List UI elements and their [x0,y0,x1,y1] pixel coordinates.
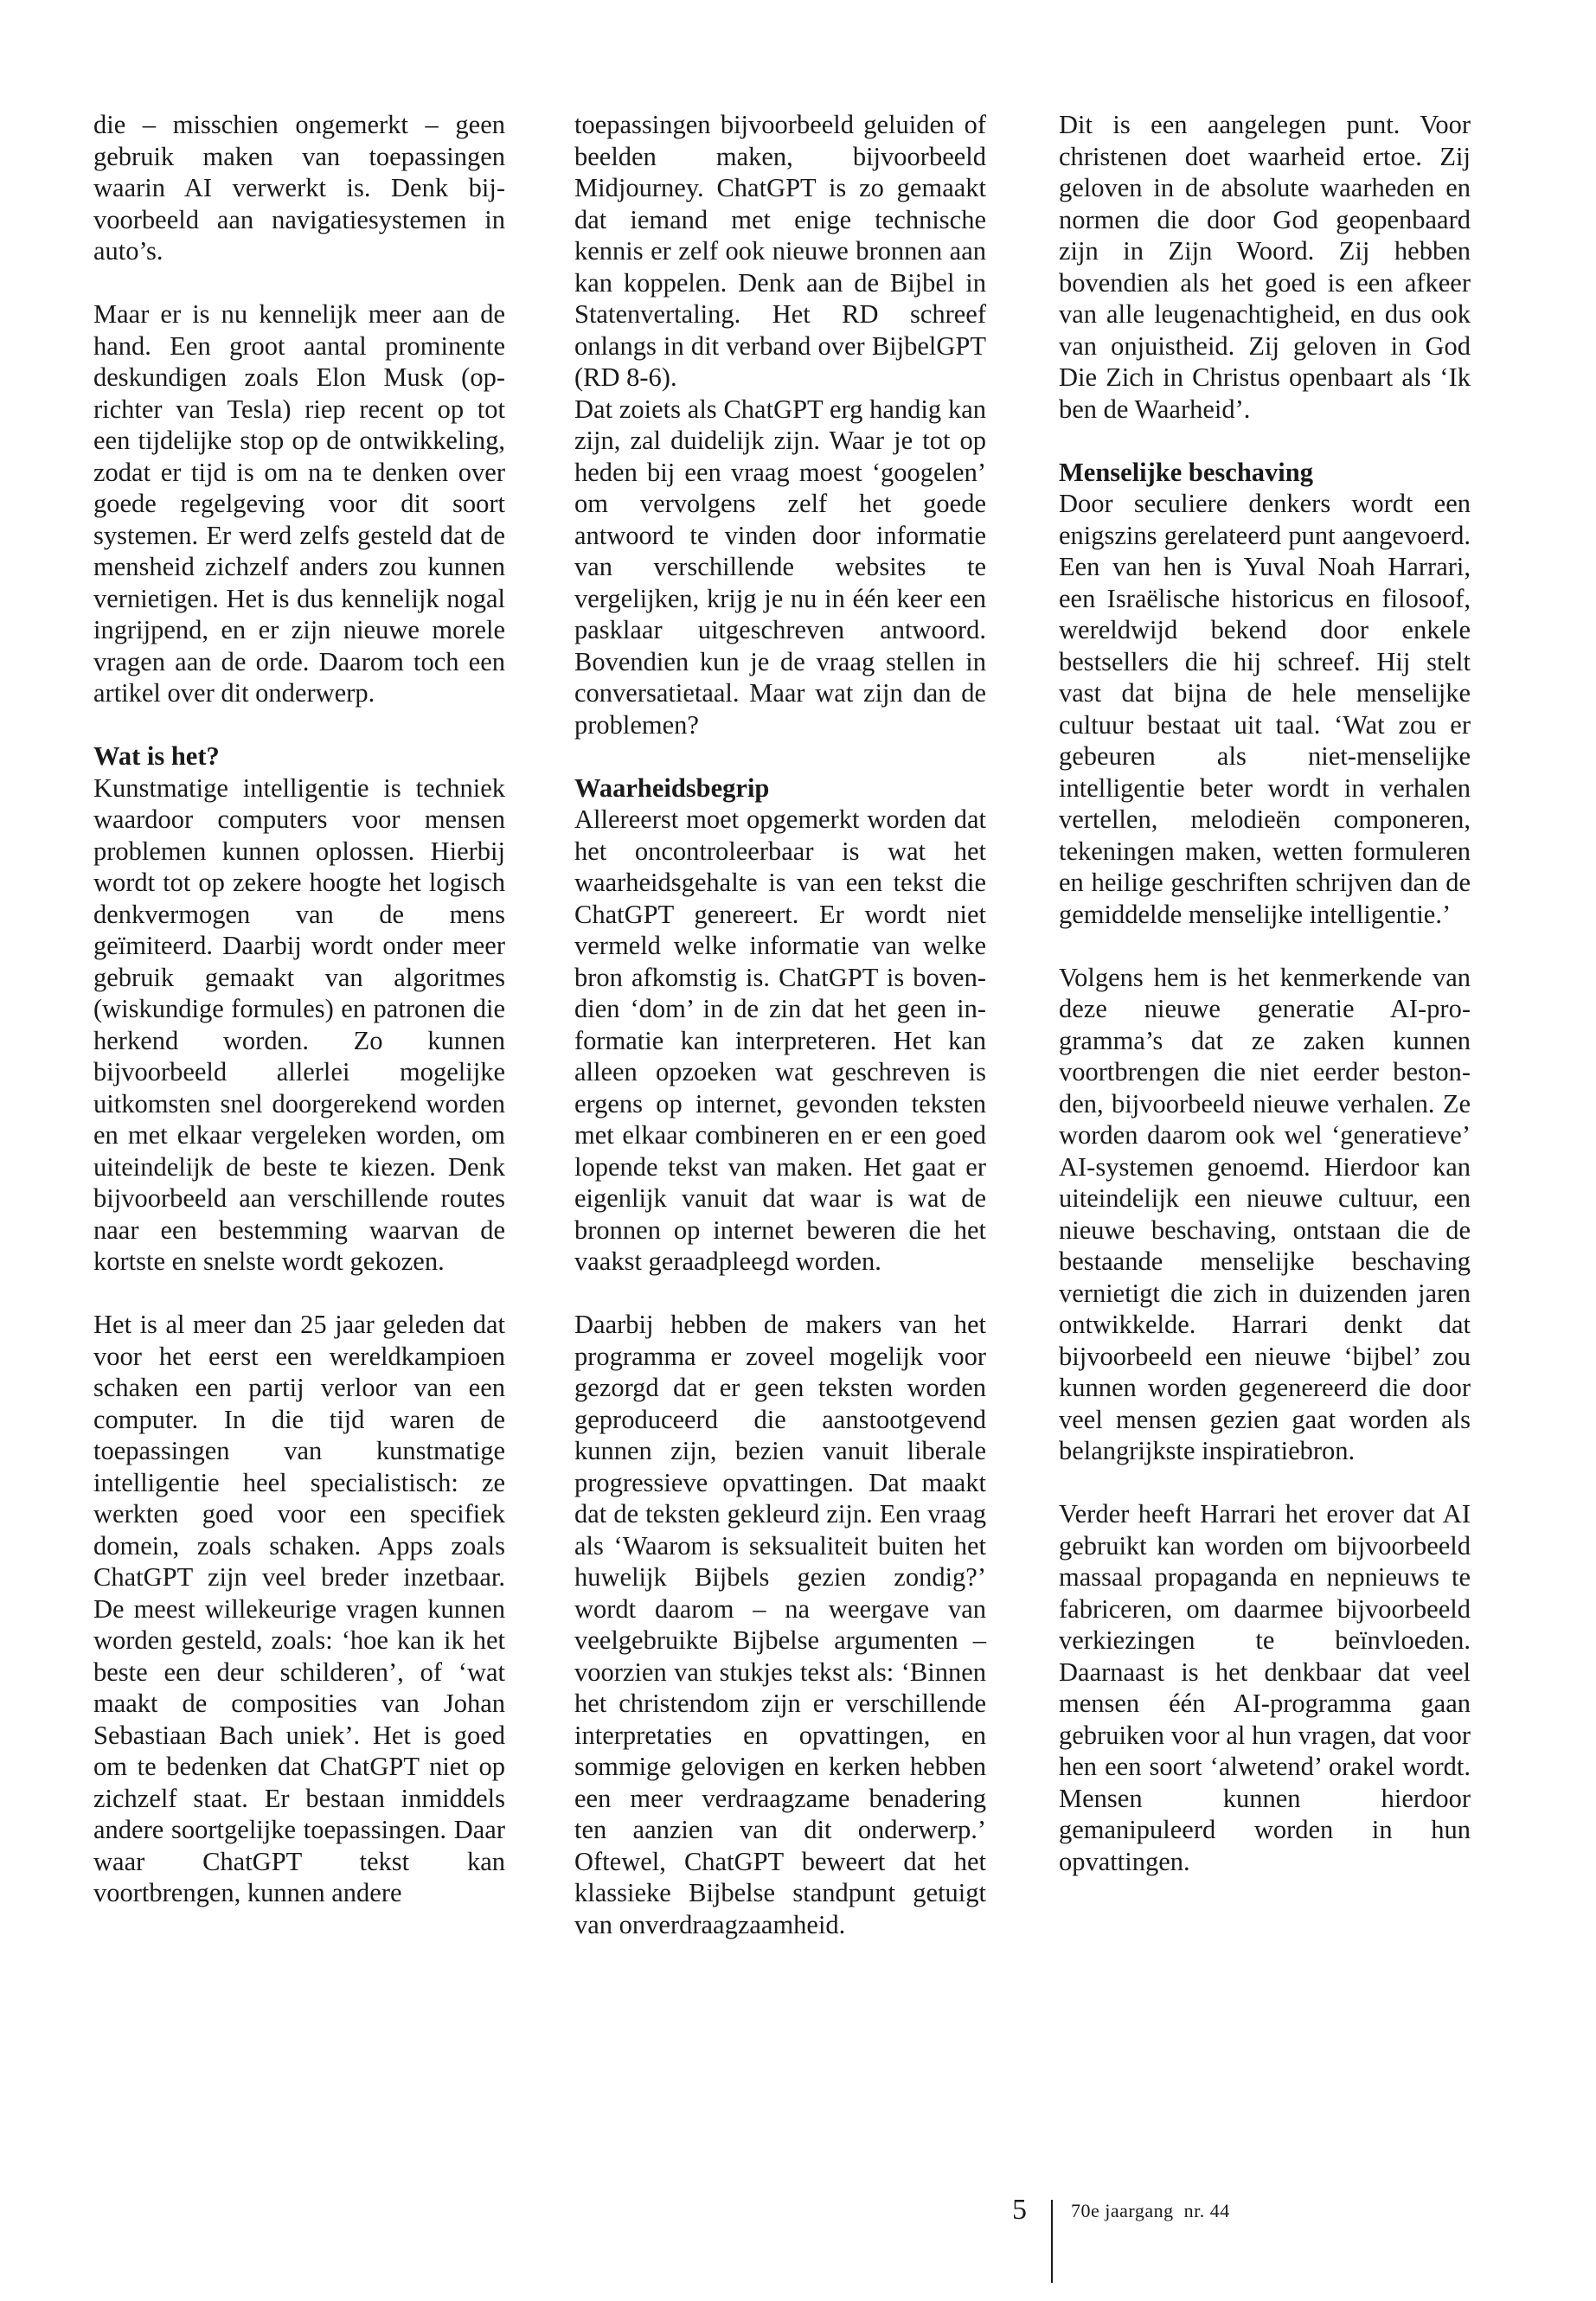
issue-info: 70e jaargang nr. 44 [1071,2200,1230,2221]
text-column-3 [1059,109,1471,1877]
paragraph: Volgens hem is het kenmerkende van deze nieuwe generatie AI-programma’s dat ze zaken kunnen voortbrengen die niet eerder bestonden, bijvoorbeeld nieuwe verhalen. Ze worden daarom ook wel ‘generatieve’ AI-systemen genoemd. Hierdoor kan uiteindelijk een nieuwe cultuur, een nieuwe beschaving, ontstaan die de bestaande menselijke beschaving vernietigt die zich in duizenden jaren ontwikkelde. Harrari denkt dat bijvoorbeeld een nieuwe ‘bijbel’ zou kunnen worden gegenereerd die door veel mensen gezien gaat worden als belangrijkste inspiratiebron. [1059,962,1471,1465]
section-heading-waarheidsbegrip: Waarheidsbegrip [574,772,770,803]
text-column-1 [93,109,505,1909]
section-heading-wat-is-het: Wat is het? [93,741,220,771]
paragraph: Verder heeft Harrari het erover dat AI gebruikt kan worden om bijvoorbeeld massaal propaganda en nepnieuws te fabriceren, om daarmee bijvoorbeeld verkiezingen te beïnvloeden. Daarnaast is het denkbaar dat veel mensen één AI-programma gaan gebruiken voor al hun vragen, dat voor hen een soort ‘alwetend’ orakel wordt. Mensen kunnen hierdoor gemanipuleerd worden in hun opvattingen. [1059,1499,1471,1876]
paragraph: Allereerst moet opgemerkt worden dat het oncontroleerbaar is wat het waarheidsgehalte is van een tekst die ChatGPT genereert. Er wordt niet vermeld welke informatie van welke bron afkomstig is. ChatGPT is bovendien ‘dom’ in de zin dat het geen informatie kan interpreteren. Het kan alleen opzoeken wat geschreven is ergens op internet, gevonden teksten met elkaar combineren en er een goed lopende tekst van maken. Het gaat er eigenlijk vanuit dat waar is wat de bronnen op internet beweren die het vaakst geraadpleegd worden. [574,804,986,1276]
paragraph: Dat zoiets als ChatGPT erg handig kan zijn, zal duidelijk zijn. Waar je tot op heden bij een vraag moest ‘googelen’ om vervolgens zelf het goede antwoord te vinden door informatie van verschillende websites te vergelijken, krijg je nu in één keer een pasklaar uitgeschreven antwoord. Bovendien kun je de vraag stellen in conversatietaal. Maar wat zijn dan de problemen? [574,394,986,740]
paragraph: toepassingen bijvoorbeeld geluiden of beelden maken, bijvoorbeeld Midjourney. ChatGPT is zo gemaakt dat iemand met enige technische kennis er zelf ook nieuwe bronnen aan kan koppelen. Denk aan de Bijbel in Statenvertaling. Het RD schreef onlangs in dit verband over BijbelGPT (RD 8-6). [574,110,986,392]
paragraph: Door seculiere denkers wordt een enigszins gerelateerd punt aangevoerd. Een van hen is Yuval Noah Harrari, een Israëlische historicus en filosoof, wereldwijd bekend door enkele bestsellers die hij schreef. Hij stelt vast dat bijna de hele menselijke cultuur bestaat uit taal. ‘Wat zou er gebeuren als niet-menselijke intelligentie beter wordt in verhalen vertellen, melodieën componeren, tekeningen maken, wetten formuleren en heilige geschriften schrijven dan de gemiddelde menselijke intelligentie.’ [1059,489,1471,929]
text-column-2 [574,109,986,1940]
page-number: 5 [1012,2194,1027,2226]
paragraph: Daarbij hebben de makers van het programma er zoveel mogelijk voor gezorgd dat er geen teksten worden geproduceerd die aanstootgevend kunnen zijn, bezien vanuit liberale progressieve opvattingen. Dat maakt dat de teksten gekleurd zijn. Een vraag als ‘Waarom is seksualiteit buiten het huwelijk Bijbels gezien zondig?’ wordt daarom – na weergave van veelgebruikte Bijbelse argumenten – voorzien van stukjes tekst als: ‘Binnen het christendom zijn er verschillende interpretaties en opvattingen, en sommige gelovigen en kerken hebben een meer verdraagzame benadering ten aanzien van dit onderwerp.’ Oftewel, ChatGPT beweert dat het klassieke Bijbelse standpunt getuigt van onverdraagzaamheid. [574,1310,986,1939]
footer-divider [1051,2200,1053,2283]
section-heading-menselijke-beschaving: Menselijke beschaving [1059,457,1313,487]
paragraph: Het is al meer dan 25 jaar geleden dat voor het eerst een wereldkampioen schaken een partij verloor van een computer. In die tijd waren de toepassingen van kunstmatige intelligentie heel specialistisch: ze werkten goed voor een specifiek domein, zoals schaken. Apps zoals ChatGPT zijn veel breder inzetbaar. De meest willekeurige vragen kunnen worden gesteld, zoals: ‘hoe kan ik het beste een deur schilderen’, of ‘wat maakt de composities van Johan Sebastiaan Bach uniek’. Het is goed om te bedenken dat ChatGPT niet op zichzelf staat. Er bestaan inmiddels andere soortgelijke toepassingen. Daar waar ChatGPT tekst kan voortbrengen, kunnen andere [93,1310,505,1907]
paragraph: Maar er is nu kennelijk meer aan de hand. Een groot aantal prominente deskundigen zoals Elon Musk (oprichter van Tesla) riep recent op tot een tijdelijke stop op de ontwikkeling, zodat er tijd is om na te denken over goede regelgeving voor dit soort systemen. Er werd zelfs gesteld dat de mensheid zichzelf anders zou kunnen vernietigen. Het is dus kennelijk nogal ingrijpend, en er zijn nieuwe morele vragen aan de orde. Daarom toch een artikel over dit onderwerp. [93,299,505,708]
paragraph: die – misschien ongemerkt – geen gebruik maken van toepassingen waarin AI verwerkt is. Denk bijvoorbeeld aan navigatiesystemen in auto’s. [93,110,505,266]
paragraph: Kunstmatige intelligentie is techniek waardoor computers voor mensen problemen kunnen oplossen. Hierbij wordt tot op zekere hoogte het logisch denkvermogen van de mens geïmiteerd. Daarbij wordt onder meer gebruik gemaakt van algoritmes (wiskundige formules) en patronen die herkend worden. Zo kunnen bijvoorbeeld allerlei mogelijke uitkomsten snel doorgerekend worden en met elkaar vergeleken worden, om uiteindelijk de beste te kiezen. Denk bijvoorbeeld aan verschillende routes naar een bestemming waarvan de kortste en snelste wordt gekozen. [93,772,505,1276]
page-footer [952,2193,1384,2297]
paragraph: Dit is een aangelegen punt. Voor christenen doet waarheid ertoe. Zij geloven in de absolute waarheden en normen die door God geopenbaard zijn in Zijn Woord. Zij hebben bovendien als het goed is een afkeer van alle leugenachtigheid, en dus ook van onjuistheid. Zij geloven in God Die Zich in Christus openbaart als ‘Ik ben de Waarheid’. [1059,110,1471,424]
